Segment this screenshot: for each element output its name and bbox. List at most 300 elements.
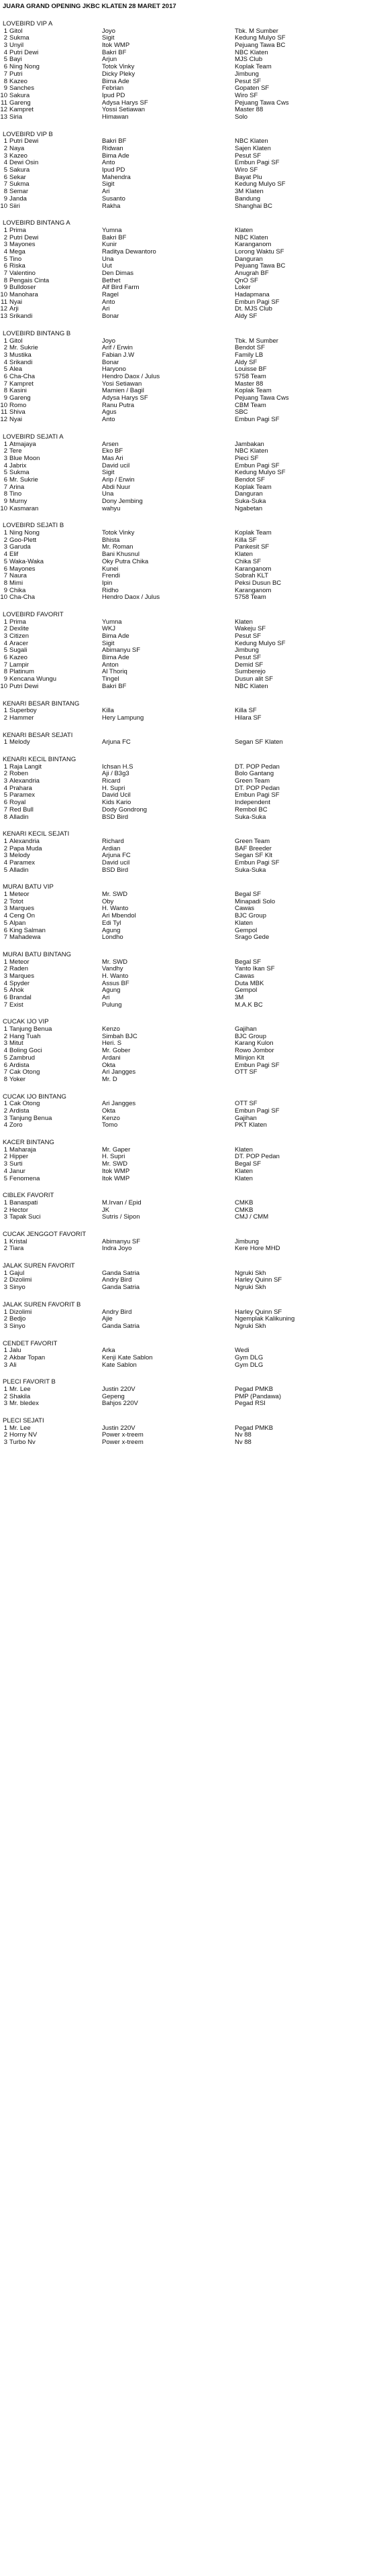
result-row [0,506,385,513]
rank: 3 [3,972,7,980]
owner-name: Abimanyu SF [102,1238,141,1245]
team-name: Suka-Suka [235,814,266,821]
team-name: Koplak Team [235,388,272,395]
owner-name: Mr. SWD [102,958,127,966]
owner-name: Bakri BF [102,49,127,56]
bird-name: Sakura [9,92,30,99]
team-name: NBC Klaten [235,234,268,241]
bird-name: Kasini [9,388,27,395]
result-section [0,1341,385,1369]
owner-name: Ipud PD [102,92,125,99]
owner-name: Bethet [102,277,121,284]
result-row [0,78,385,86]
result-row [0,1033,385,1041]
team-name: Harley Quinn SF [235,1308,282,1316]
result-row [0,107,385,114]
rank: 9 [3,394,7,402]
result-row [0,160,385,167]
rank: 4 [3,1047,7,1055]
owner-name: Londho [102,934,123,942]
owner-name: Bakri BF [102,234,127,241]
owner-name: Heri. S [102,1040,122,1048]
owner-name: Arka [102,1347,115,1355]
team-name: Embun Pagi SF [235,792,280,799]
result-row [0,1048,385,1055]
result-row [0,981,385,988]
result-row [0,1122,385,1129]
owner-name: Killa [102,708,114,715]
bird-name: Mayones [9,565,36,573]
rank: 10 [0,504,7,512]
owner-name: Richard [102,838,124,845]
rank: 12 [0,416,7,424]
rank: 3 [3,241,7,249]
rank: 3 [3,1284,7,1292]
result-row [0,619,385,626]
result-row [0,448,385,455]
team-name: Pesut SF [235,655,262,662]
team-name: Kedung Mulyo SF [235,640,286,647]
result-row [0,1040,385,1048]
result-row [0,1101,385,1108]
result-row [0,345,385,352]
section-title: PLECI FAVORIT B [3,1378,56,1386]
result-row [0,138,385,146]
team-name: OTT SF [235,1101,258,1108]
owner-name: Yosi Setiawan [102,380,142,388]
section-title: MURAI BATU VIP [3,883,54,891]
rank: 2 [3,34,7,42]
rank: 3 [3,1213,7,1221]
bird-name: Srikandi [9,359,33,366]
owner-name: Rakha [102,203,121,210]
rank: 1 [3,707,7,715]
owner-name: Al Thoriq [102,669,127,676]
team-name: Karanganom [235,241,272,249]
owner-name: Arsen [102,441,119,448]
rank: 3 [3,42,7,50]
bird-name: Nyai [9,298,23,306]
bird-name: Kencana Wungu [9,676,57,683]
section-title: LOVEBIRD FAVORIT [3,610,64,618]
rank: 1 [3,1424,7,1432]
section-title: CENDET FAVORIT [3,1339,58,1347]
rank: 11 [1,408,7,416]
bird-name: Ahok [9,987,24,995]
section-title: LOVEBIRD VIP B [3,130,53,138]
bird-name: Tanjung Benua [9,1115,52,1122]
owner-name: Anton [102,661,119,669]
result-row [0,1362,385,1369]
bird-name: Elif [9,551,19,559]
owner-name: Assus BF [102,980,129,987]
rank: 1 [3,1386,7,1394]
result-section [0,434,385,513]
result-row [0,633,385,640]
rank: 3 [3,543,7,551]
result-row [0,1168,385,1176]
bird-name: Zambrud [9,1054,36,1062]
owner-name: Pulung [102,1001,122,1009]
result-row [0,1108,385,1115]
rank: 8 [3,668,7,676]
owner-name: Sigit [102,640,115,647]
owner-name: M.Irvan / Epid [102,1199,142,1207]
rank: 1 [3,618,7,626]
rank: 6 [3,799,7,807]
bird-name: Sinyo [9,1284,25,1292]
result-row [0,708,385,715]
team-name: PKT Klaten [235,1122,267,1129]
result-row [0,867,385,875]
team-name: Klaten [235,618,253,626]
team-name: Master 88 [235,107,264,114]
section-title: CIBLEK FAVORIT [3,1192,54,1200]
result-row [0,966,385,973]
owner-name: Edi Tyl [102,919,121,927]
result-row [0,1002,385,1009]
owner-name: Andry Bird [102,1308,132,1316]
owner-name: Una [102,256,114,263]
bird-name: Superboy [9,708,37,715]
result-row [0,196,385,203]
owner-name: Bima Ade [102,78,129,85]
rank: 6 [3,63,7,71]
rank: 1 [3,1100,7,1108]
owner-name: H. Wanto [102,905,129,913]
result-row [0,153,385,160]
rank: 2 [3,1392,7,1400]
section-title: JALAK SUREN FAVORIT B [3,1300,81,1308]
result-row [0,366,385,374]
bird-name: Bulldoser [9,284,36,292]
rank: 1 [3,137,7,146]
rank: 2 [3,770,7,778]
rank: 11 [1,298,7,306]
bird-name: Zoro [9,1122,23,1129]
bird-name: Mr. bledex [9,1400,39,1408]
bird-name: Hipper [9,1154,28,1161]
owner-name: Abdi Nuur [102,484,131,491]
rank: 3 [3,1114,7,1122]
owner-name: Justin 220V [102,1386,135,1394]
rank: 2 [3,1206,7,1214]
bird-name: Romo [9,402,27,409]
team-name: Minapadi Solo [235,898,276,905]
result-row [0,167,385,174]
team-name: Danguran [235,491,263,498]
rank: 3 [3,1361,7,1369]
result-row [0,899,385,906]
section-title: CUCAK IJO BINTANG [3,1093,66,1101]
bird-name: Marques [9,972,34,980]
owner-name: Alf Bird Farm [102,284,140,292]
team-name: Cawas [235,905,255,913]
team-name: Pegad PMKB [235,1424,274,1432]
bird-name: Meteor [9,958,30,966]
result-row [0,905,385,913]
bird-name: Tino [9,491,22,498]
owner-name: Hendro Daox / Julus [102,594,160,602]
owner-name: Den Dimas [102,270,133,278]
rank: 9 [3,675,7,683]
team-name: Killa SF [235,708,257,715]
rank: 5 [3,366,7,374]
result-row [0,284,385,292]
bird-name: Tere [9,448,22,455]
rank: 3 [3,852,7,860]
team-name: Lorong Waktu SF [235,248,284,256]
owner-name: Kids Kario [102,799,131,807]
rank: 1 [3,763,7,771]
team-name: Shanghai BC [235,203,272,210]
rank: 8 [3,813,7,821]
rank: 7 [3,661,7,669]
owner-name: Kenzo [102,1026,120,1033]
bird-name: Kristal [9,1238,28,1245]
owner-name: Ragel [102,292,119,299]
bird-name: Putri Dewi [9,234,39,241]
team-name: Gym DLG [235,1361,264,1369]
page-title: JUARA GRAND OPENING JKBC KLATEN 28 MARET 2017 [3,3,176,10]
rank: 7 [3,1068,7,1076]
result-row [0,1347,385,1355]
result-section [0,952,385,1009]
team-name: MJS Club [235,56,263,64]
rank: 2 [3,625,7,633]
team-name: Embun Pagi SF [235,160,280,167]
owner-name: Eko BF [102,448,123,455]
team-name: Danguran [235,256,263,263]
team-name: Klaten [235,1175,253,1182]
owner-name: Ipin [102,579,113,587]
team-name: Jimbung [235,70,259,78]
rank: 7 [3,180,7,188]
bird-name: Hang Tuah [9,1033,41,1040]
section-title: KENARI KECIL BINTANG [3,756,76,764]
rank: 7 [3,572,7,580]
result-row [0,1386,385,1394]
bird-name: Tiara [9,1245,24,1253]
result-row [0,1161,385,1168]
result-row [0,1076,385,1084]
rank: 7 [3,805,7,814]
result-row [0,771,385,778]
bird-name: Turbo Nv [9,1439,36,1447]
owner-name: Yumna [102,618,122,626]
result-row [0,566,385,573]
team-name: Green Team [235,838,270,845]
team-name: Duta MBK [235,980,264,987]
owner-name: Mr. Gober [102,1048,131,1055]
owner-name: Ari [102,306,110,313]
result-row [0,93,385,100]
rank: 7 [3,483,7,491]
rank: 8 [3,188,7,196]
section-title: LOVEBIRD BINTANG A [3,219,70,227]
result-row [0,1207,385,1215]
result-row [0,852,385,860]
bird-name: Dizolimi [9,1277,32,1284]
rank: 3 [3,1160,7,1168]
result-row [0,1239,385,1246]
bird-name: Arina [9,484,25,491]
owner-name: Ricard [102,778,121,785]
bird-name: Hammer [9,714,34,722]
result-row [0,530,385,537]
result-row [0,1200,385,1207]
bird-name: Alexandria [9,778,40,785]
owner-name: Himawan [102,113,129,121]
bird-name: Arji [9,306,19,313]
bird-name: Mr. Sukrie [9,345,38,352]
section-title: LOVEBIRD VIP A [3,20,53,27]
result-section [0,732,385,746]
team-name: Wiro SF [235,167,258,174]
result-row [0,1323,385,1331]
team-name: Peksi Dusun BC [235,579,282,587]
bird-name: Alexandria [9,838,40,845]
team-name: PMP (Pandawa) [235,1393,281,1400]
bird-name: Maharaja [9,1146,36,1154]
owner-name: Haryono [102,366,126,374]
team-name: NBC Klaten [235,448,268,455]
bird-name: Chika [9,587,26,594]
bird-name: Hector [9,1207,28,1214]
result-row [0,441,385,449]
owner-name: Oky Putra Chika [102,558,149,565]
rank: 8 [3,490,7,498]
rank: 1 [3,1145,7,1154]
owner-name: Adysa Harys SF [102,395,148,402]
owner-name: David ucil [102,859,130,866]
bird-name: Gitol [9,337,23,345]
result-row [0,455,385,463]
bird-name: Unyil [9,42,24,50]
bird-name: Garuda [9,544,31,551]
bird-name: Alpan [9,919,26,927]
team-name: Rembol BC [235,806,268,814]
result-row [0,306,385,313]
result-row [0,662,385,669]
result-row [0,270,385,278]
bird-name: Alladin [9,814,29,821]
owner-name: Ganda Satria [102,1284,140,1292]
bird-name: Roben [9,771,28,778]
team-name: Jimbung [235,647,259,655]
rank: 1 [3,738,7,746]
rank: 1 [3,1198,7,1207]
owner-name: H. Wanto [102,972,129,980]
result-row [0,995,385,1002]
rank: 6 [3,1061,7,1069]
bird-name: Ceng On [9,913,36,920]
result-row [0,1115,385,1123]
team-name: SBC [235,409,248,416]
owner-name: Abimanyu SF [102,647,141,655]
bird-name: Dizolimi [9,1308,32,1316]
team-name: M.A.K BC [235,1001,263,1009]
rank: 5 [3,56,7,64]
bird-name: Putri Dewi [9,138,39,146]
rank: 4 [3,358,7,366]
bird-name: Alladin [9,866,29,874]
owner-name: Indra Joyo [102,1245,132,1253]
result-row [0,409,385,416]
team-name: CMKB [235,1199,254,1207]
rank: 2 [3,1431,7,1439]
team-name: Nv 88 [235,1432,252,1439]
bird-name: Nyai [9,416,23,424]
owner-name: Tomo [102,1122,118,1129]
team-name: Gempol [235,927,258,934]
team-name: Koplak Team [235,530,272,537]
result-row [0,50,385,57]
team-name: Segan SF Klaten [235,739,283,746]
team-name: Loker [235,284,251,292]
bird-name: Mr. Sukrie [9,476,38,484]
bird-name: Gitol [9,27,23,35]
rank: 2 [3,145,7,153]
team-name: Pejuang Tawa BC [235,263,286,270]
bird-name: Cak Otong [9,1101,40,1108]
result-row [0,100,385,107]
team-name: Pegad RSI [235,1400,266,1408]
owner-name: Mahendra [102,174,131,181]
owner-name: Ari Jangges [102,1101,136,1108]
team-name: QnO SF [235,277,258,284]
result-row [0,146,385,153]
rank: 1 [3,1308,7,1316]
bird-name: Atmajaya [9,441,36,448]
result-section [0,1418,385,1447]
result-row [0,626,385,633]
owner-name: Ridwan [102,146,123,153]
bird-name: Mega [9,248,25,256]
owner-name: Sigit [102,35,115,42]
bird-name: Ning Nong [9,64,40,71]
result-section [0,1094,385,1129]
owner-name: Anto [102,160,115,167]
team-name: Suka-Suka [235,498,266,506]
section-title: KACER BINTANG [3,1139,54,1147]
team-name: Sobrah KLT [235,573,268,580]
bird-name: Marques [9,905,34,913]
team-name: Aldy SF [235,313,258,321]
rank: 6 [3,926,7,934]
result-row [0,683,385,691]
owner-name: H. Supri [102,1154,125,1161]
rank: 7 [3,1001,7,1009]
owner-name: Ranu Putra [102,402,135,409]
rank: 10 [0,202,7,210]
result-row [0,973,385,981]
rank: 2 [3,1353,7,1361]
result-row [0,1400,385,1408]
rank: 9 [3,498,7,506]
team-name: Aldy SF [235,359,258,366]
team-name: CMJ / CMM [235,1214,269,1221]
result-row [0,1214,385,1221]
team-name: Koplak Team [235,484,272,491]
owner-name: Gepeng [102,1393,125,1400]
bird-name: Paramex [9,792,36,799]
rank: 10 [0,91,7,99]
result-row [0,338,385,345]
result-row [0,587,385,595]
rank: 1 [3,1237,7,1245]
team-name: Srago Gede [235,934,270,942]
